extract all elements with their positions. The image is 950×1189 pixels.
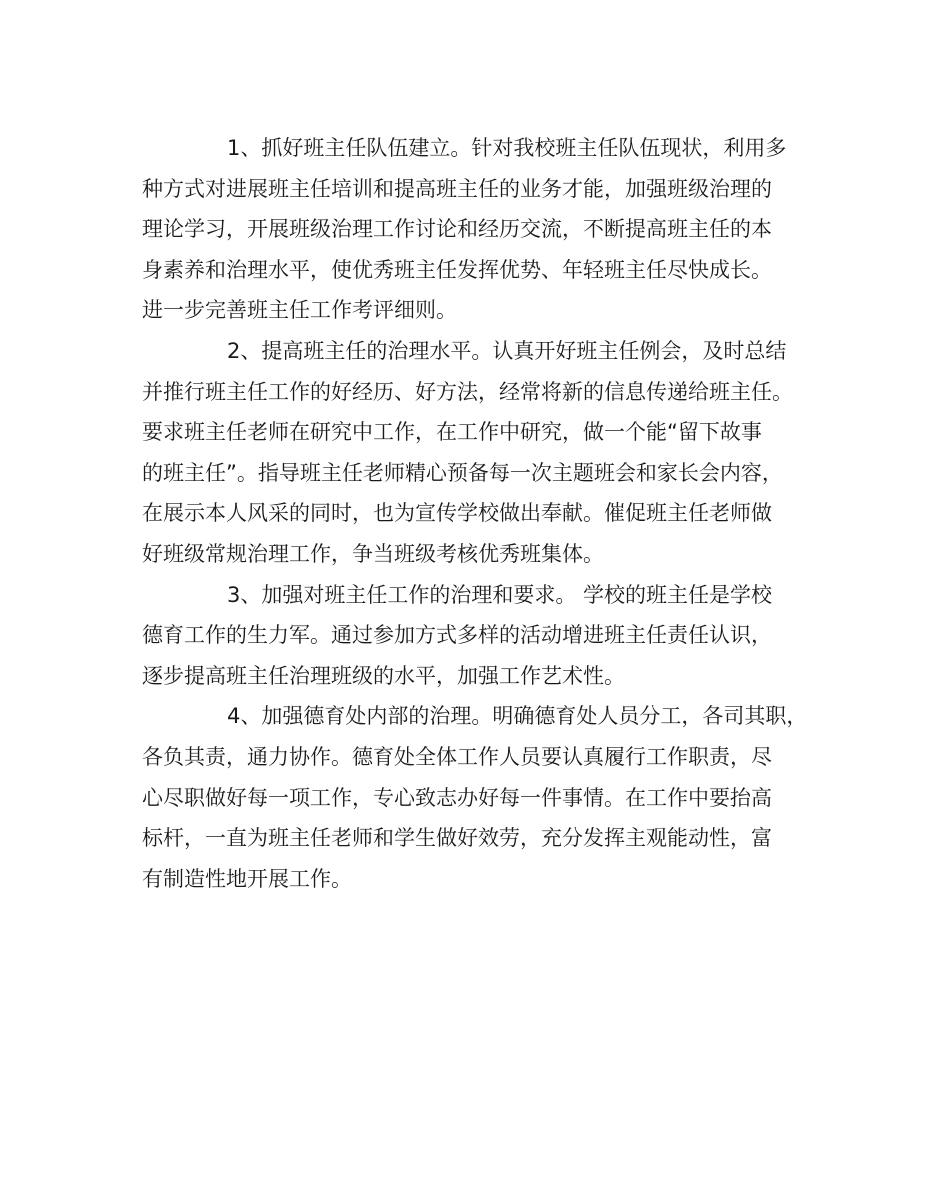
paragraph-line: 的班主任”。指导班主任老师精心预备每一次主题班会和家长会内容， — [142, 460, 783, 485]
paragraph-line: 4、加强德育处内部的治理。明确德育处人员分工，各司其职， — [227, 704, 808, 729]
paragraph-line: 2、提高班主任的治理水平。认真开好班主任例会，及时总结 — [227, 338, 787, 363]
paragraph-line: 标杆，一直为班主任老师和学生做好效劳，充分发挥主观能动性，富 — [142, 826, 772, 851]
document-body — [142, 128, 822, 899]
paragraph-line: 进一步完善班主任工作考评细则。 — [142, 298, 457, 323]
paragraph-line: 各负其责，通力协作。德育处全体工作人员要认真履行工作职责，尽 — [142, 744, 772, 769]
paragraph-line: 逐步提高班主任治理班级的水平，加强工作艺术性。 — [142, 663, 625, 688]
paragraph-line: 德育工作的生力军。通过参加方式多样的活动增进班主任责任认识， — [142, 623, 772, 648]
paragraph-line: 3、加强对班主任工作的治理和要求。 学校的班主任是学校 — [227, 582, 773, 607]
paragraph-4 — [142, 696, 822, 899]
paragraph-line: 理论学习，开展班级治理工作讨论和经历交流，不断提高班主任的本 — [142, 217, 772, 242]
paragraph-2 — [142, 331, 822, 575]
paragraph-3 — [142, 575, 822, 697]
paragraph-line: 种方式对进展班主任培训和提高班主任的业务才能，加强班级治理的 — [142, 176, 772, 201]
paragraph-line: 要求班主任老师在研究中工作，在工作中研究，做一个能“留下故事 — [142, 420, 762, 445]
paragraph-line: 好班级常规治理工作，争当班级考核优秀班集体。 — [142, 541, 604, 566]
paragraph-line: 并推行班主任工作的好经历、好方法，经常将新的信息传递给班主任。 — [142, 379, 793, 404]
paragraph-line: 身素养和治理水平，使优秀班主任发挥优势、年轻班主任尽快成长。 — [142, 257, 772, 282]
paragraph-line: 有制造性地开展工作。 — [142, 866, 352, 891]
paragraph-line: 1、抓好班主任队伍建立。针对我校班主任队伍现状，利用多 — [227, 136, 787, 160]
paragraph-line: 在展示本人风采的同时，也为宣传学校做出奉献。催促班主任老师做 — [142, 501, 772, 526]
paragraph-1 — [142, 128, 822, 331]
paragraph-line: 心尽职做好每一项工作，专心致志办好每一件事情。在工作中要抬高 — [142, 785, 772, 810]
